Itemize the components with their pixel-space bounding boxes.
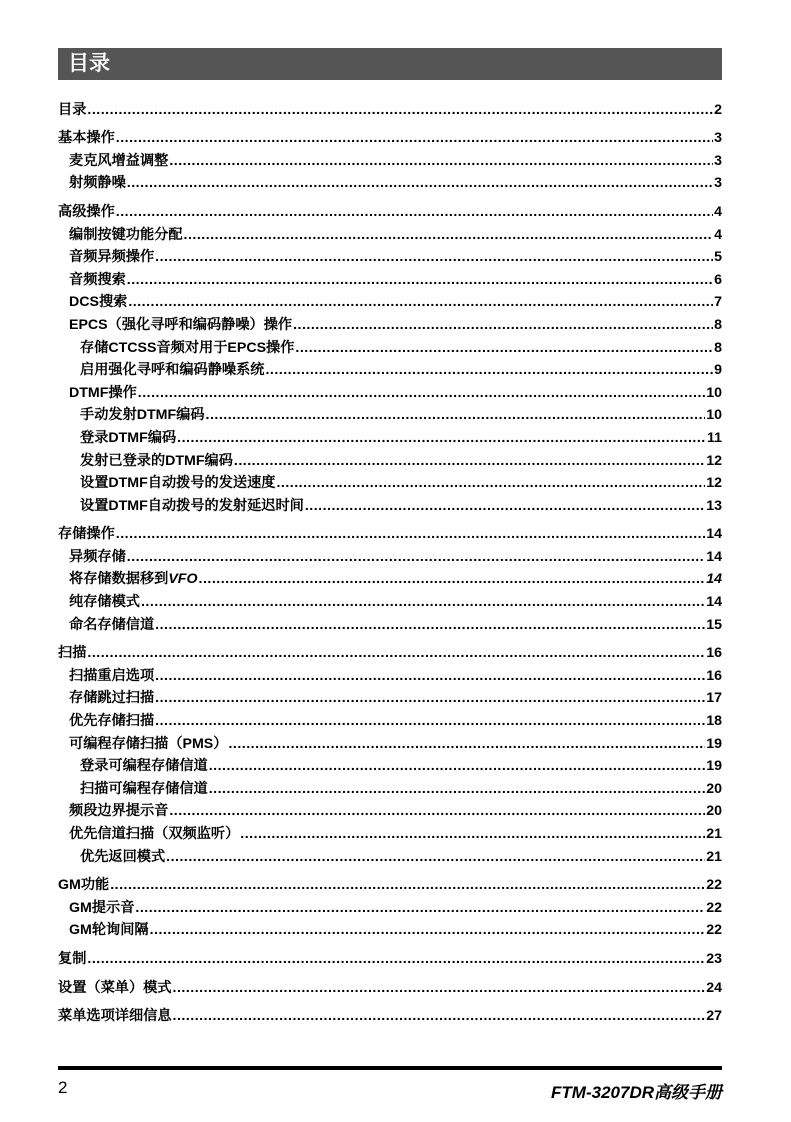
toc-entry[interactable] bbox=[58, 774, 722, 797]
dot-leader bbox=[127, 272, 713, 288]
toc-entry-page: 14 bbox=[706, 526, 722, 543]
toc-entry[interactable] bbox=[58, 333, 722, 356]
toc-entry[interactable] bbox=[58, 401, 722, 424]
dot-leader bbox=[240, 826, 705, 842]
toc-entry-page: 2 bbox=[714, 101, 722, 118]
toc-entry-page: 3 bbox=[714, 130, 722, 147]
dot-leader bbox=[265, 362, 713, 378]
dot-leader bbox=[116, 526, 705, 542]
toc-entry[interactable] bbox=[58, 265, 722, 288]
toc-entry-label: 优先存储扫描 bbox=[69, 713, 155, 730]
dot-leader bbox=[141, 594, 705, 610]
toc-entry[interactable] bbox=[58, 893, 722, 916]
toc-entry[interactable] bbox=[58, 916, 722, 939]
toc-entry-label: 复制 bbox=[58, 950, 87, 967]
toc-entry-label: GM提示音 bbox=[69, 899, 135, 916]
toc-entry[interactable] bbox=[58, 423, 722, 446]
toc-entry[interactable] bbox=[58, 973, 722, 996]
dot-leader bbox=[155, 249, 713, 265]
table-of-contents bbox=[58, 95, 722, 1024]
toc-entry-label: 设置（菜单）模式 bbox=[58, 979, 172, 996]
toc-entry-label: 编制按键功能分配 bbox=[69, 226, 183, 243]
dot-leader bbox=[138, 385, 705, 401]
toc-entry[interactable] bbox=[58, 197, 722, 220]
toc-entry-label: 登录DTMF编码 bbox=[80, 429, 177, 446]
toc-entry[interactable] bbox=[58, 565, 722, 588]
toc-entry-label: GM功能 bbox=[58, 877, 110, 894]
toc-entry-page: 7 bbox=[714, 294, 722, 311]
dot-leader bbox=[155, 668, 705, 684]
dot-leader bbox=[169, 803, 705, 819]
toc-entry-label: 扫描重启选项 bbox=[69, 667, 155, 684]
toc-entry[interactable] bbox=[58, 520, 722, 543]
toc-entry-page: 16 bbox=[706, 667, 722, 684]
dot-leader bbox=[173, 1008, 706, 1024]
toc-entry[interactable] bbox=[58, 124, 722, 147]
toc-entry[interactable] bbox=[58, 587, 722, 610]
dot-leader bbox=[305, 498, 705, 514]
toc-entry-label: 存储CTCSS音频对用于EPCS操作 bbox=[80, 339, 295, 356]
toc-entry-page: 17 bbox=[706, 690, 722, 707]
toc-entry-page: 14 bbox=[706, 594, 722, 611]
dot-leader bbox=[276, 475, 705, 491]
toc-entry-page: 22 bbox=[706, 922, 722, 939]
dot-leader bbox=[87, 102, 713, 118]
dot-leader bbox=[199, 571, 706, 587]
dot-leader bbox=[228, 736, 705, 752]
dot-leader bbox=[173, 980, 706, 996]
toc-entry-page: 22 bbox=[706, 877, 722, 894]
toc-entry[interactable] bbox=[58, 95, 722, 118]
toc-entry-label: DCS搜索 bbox=[69, 294, 128, 311]
toc-entry-label: 目录 bbox=[58, 101, 87, 118]
footer-document-title: FTM-3207DR高级手册 bbox=[551, 1083, 722, 1102]
toc-entry[interactable] bbox=[58, 706, 722, 729]
footer-divider bbox=[58, 1066, 722, 1070]
dot-leader bbox=[116, 130, 713, 146]
dot-leader bbox=[293, 317, 713, 333]
toc-entry-page: 13 bbox=[706, 497, 722, 514]
toc-entry[interactable] bbox=[58, 871, 722, 894]
toc-entry-label: 音频搜索 bbox=[69, 271, 126, 288]
toc-entry-page: 19 bbox=[706, 735, 722, 752]
toc-entry-page: 8 bbox=[714, 316, 722, 333]
toc-entry-label: 基本操作 bbox=[58, 130, 115, 147]
toc-entry-page: 22 bbox=[706, 899, 722, 916]
dot-leader bbox=[234, 453, 705, 469]
toc-entry-page: 6 bbox=[714, 271, 722, 288]
toc-entry-page: 11 bbox=[707, 429, 722, 446]
toc-entry[interactable] bbox=[58, 944, 722, 967]
toc-entry[interactable] bbox=[58, 220, 722, 243]
toc-entry[interactable] bbox=[58, 1002, 722, 1025]
toc-entry[interactable] bbox=[58, 469, 722, 492]
dot-leader bbox=[110, 877, 705, 893]
toc-entry-label: 存储操作 bbox=[58, 526, 115, 543]
toc-entry-label: EPCS（强化寻呼和编码静噪）操作 bbox=[69, 316, 293, 333]
toc-entry-label: 音频异频操作 bbox=[69, 249, 155, 266]
dot-leader bbox=[177, 430, 706, 446]
dot-leader bbox=[116, 204, 713, 220]
toc-entry-label: 设置DTMF自动拨号的发送速度 bbox=[80, 475, 276, 492]
toc-entry[interactable] bbox=[58, 542, 722, 565]
toc-entry-label: 扫描可编程存储信道 bbox=[80, 780, 208, 797]
toc-entry-page: 10 bbox=[706, 407, 722, 424]
dot-leader bbox=[127, 549, 705, 565]
toc-entry-page: 4 bbox=[714, 226, 722, 243]
toc-entry-label: 优先信道扫描（双频监听） bbox=[69, 826, 240, 842]
dot-leader bbox=[155, 617, 705, 633]
page-title: 目录 bbox=[68, 52, 110, 75]
toc-entry[interactable] bbox=[58, 639, 722, 662]
dot-leader bbox=[166, 849, 705, 865]
dot-leader bbox=[127, 175, 713, 191]
toc-entry-label: 登录可编程存储信道 bbox=[80, 758, 208, 775]
toc-entry-label: 菜单选项详细信息 bbox=[58, 1008, 172, 1025]
toc-entry[interactable] bbox=[58, 842, 722, 865]
toc-entry-page: 24 bbox=[706, 979, 722, 996]
toc-entry-label: 频段边界提示音 bbox=[69, 803, 169, 820]
toc-entry-label: 优先返回模式 bbox=[80, 848, 166, 865]
dot-leader bbox=[87, 951, 705, 967]
toc-entry-label: 麦克风增益调整 bbox=[69, 152, 169, 169]
dot-leader bbox=[184, 227, 714, 243]
toc-entry[interactable] bbox=[58, 729, 722, 752]
toc-entry-page: 20 bbox=[706, 780, 722, 797]
toc-entry-page: 21 bbox=[706, 826, 722, 842]
dot-leader bbox=[155, 713, 705, 729]
dot-leader bbox=[155, 690, 705, 706]
toc-entry-label: 命名存储信道 bbox=[69, 616, 155, 633]
toc-entry[interactable] bbox=[58, 684, 722, 707]
dot-leader bbox=[169, 153, 713, 169]
toc-entry-label: 手动发射DTMF编码 bbox=[80, 407, 205, 424]
dot-leader bbox=[206, 407, 706, 423]
toc-entry-page: 15 bbox=[706, 616, 722, 633]
toc-entry-label: 射频静噪 bbox=[69, 175, 126, 192]
toc-entry-page: 3 bbox=[714, 152, 722, 169]
toc-entry-label: DTMF操作 bbox=[69, 384, 137, 401]
toc-entry[interactable] bbox=[58, 310, 722, 333]
toc-entry-label: GM轮询间隔 bbox=[69, 922, 149, 939]
dot-leader bbox=[209, 781, 706, 797]
toc-entry-page: 14 bbox=[706, 571, 722, 588]
toc-entry-page: 20 bbox=[706, 803, 722, 820]
toc-entry[interactable] bbox=[58, 610, 722, 633]
dot-leader bbox=[135, 900, 705, 916]
toc-entry-page: 5 bbox=[714, 249, 722, 266]
footer-page-number: 2 bbox=[58, 1078, 68, 1097]
toc-entry-page: 8 bbox=[714, 339, 722, 356]
section-title-bar bbox=[58, 48, 722, 80]
toc-entry-page: 12 bbox=[706, 452, 722, 469]
toc-entry[interactable] bbox=[58, 752, 722, 775]
toc-entry-page: 12 bbox=[706, 475, 722, 492]
toc-entry-label: 将存储数据移到VFO bbox=[69, 571, 198, 588]
toc-entry-label: 启用强化寻呼和编码静噪系统 bbox=[80, 362, 265, 379]
toc-entry[interactable] bbox=[58, 288, 722, 311]
toc-entry-page: 10 bbox=[706, 384, 722, 401]
toc-entry[interactable] bbox=[58, 243, 722, 266]
toc-entry[interactable] bbox=[58, 819, 722, 842]
toc-entry-label: 发射已登录的DTMF编码 bbox=[80, 452, 233, 469]
toc-entry-label: 纯存储模式 bbox=[69, 594, 140, 611]
toc-entry-page: 4 bbox=[714, 203, 722, 220]
toc-entry-label: 可编程存储扫描（PMS） bbox=[69, 735, 228, 752]
dot-leader bbox=[128, 294, 713, 310]
toc-entry[interactable] bbox=[58, 146, 722, 169]
toc-entry-label: 高级操作 bbox=[58, 203, 115, 220]
toc-entry-page: 3 bbox=[714, 175, 722, 192]
toc-entry[interactable] bbox=[58, 491, 722, 514]
toc-entry-page: 21 bbox=[706, 848, 722, 865]
dot-leader bbox=[209, 758, 706, 774]
toc-entry-page: 9 bbox=[714, 362, 722, 379]
toc-entry-label: 存储跳过扫描 bbox=[69, 690, 155, 707]
toc-entry-page: 18 bbox=[706, 713, 722, 730]
toc-entry[interactable] bbox=[58, 797, 722, 820]
toc-entry-page: 19 bbox=[706, 758, 722, 775]
toc-entry[interactable] bbox=[58, 446, 722, 469]
toc-entry-label: 异频存储 bbox=[69, 548, 126, 565]
toc-entry-page: 23 bbox=[706, 950, 722, 967]
toc-entry-page: 16 bbox=[706, 645, 722, 662]
toc-entry[interactable] bbox=[58, 356, 722, 379]
dot-leader bbox=[295, 340, 713, 356]
toc-entry[interactable] bbox=[58, 169, 722, 192]
toc-entry[interactable] bbox=[58, 661, 722, 684]
toc-entry-page: 27 bbox=[706, 1008, 722, 1025]
dot-leader bbox=[150, 922, 706, 938]
dot-leader bbox=[87, 645, 705, 661]
toc-entry-label: 扫描 bbox=[58, 645, 87, 662]
toc-entry-label: 设置DTMF自动拨号的发射延迟时间 bbox=[80, 497, 304, 514]
toc-entry-page: 14 bbox=[706, 548, 722, 565]
toc-entry[interactable] bbox=[58, 378, 722, 401]
